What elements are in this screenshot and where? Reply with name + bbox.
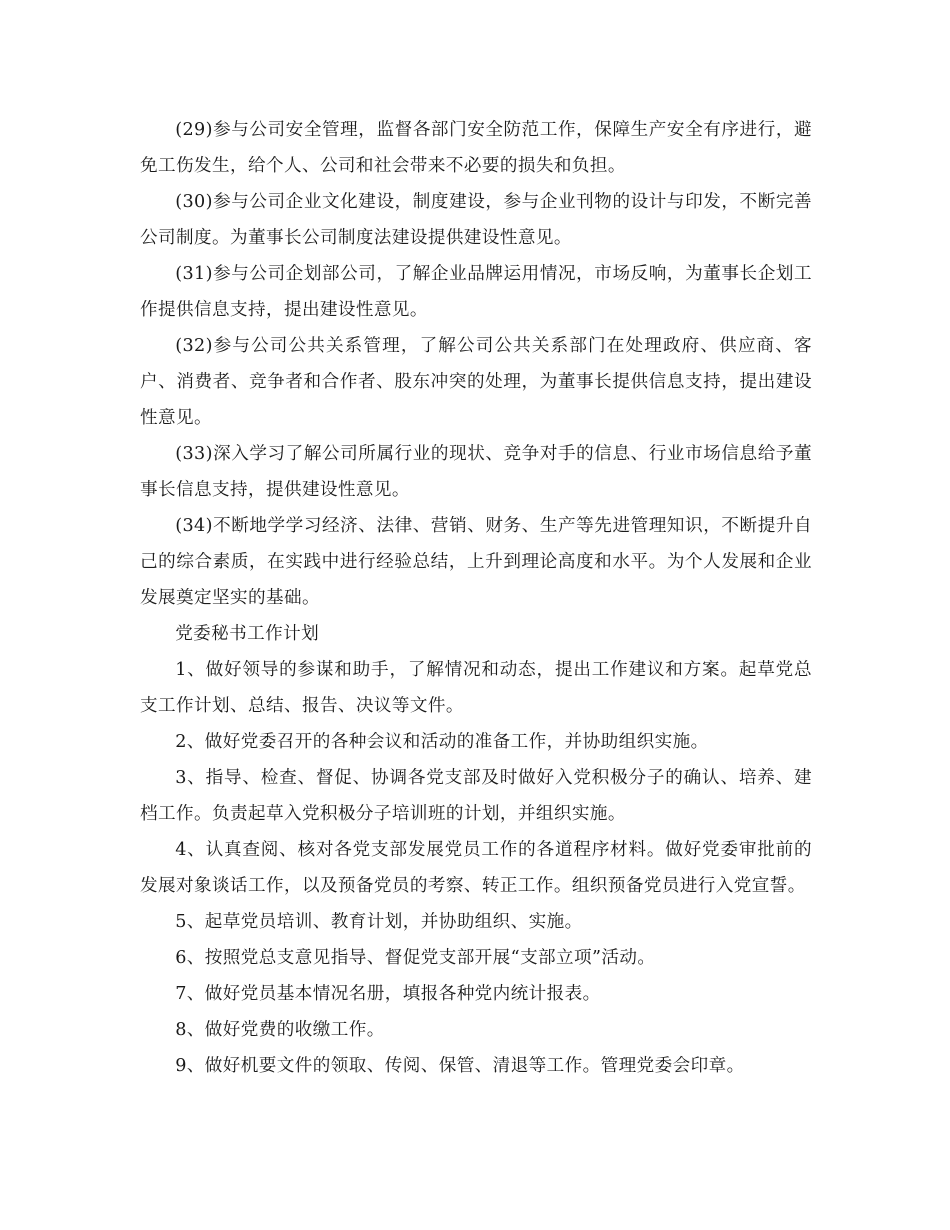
plan-item-7: 7、做好党员基本情况名册，填报各种党内统计报表。 xyxy=(175,984,601,1004)
paragraph-item-33: (33)深入学习了解公司所属行业的现状、竞争对手的信息、行业市场信息给予董事长信息支持，提供建设性意见。 xyxy=(140,444,812,500)
plan-item-1: 1、做好领导的参谋和助手，了解情况和动态，提出工作建议和方案。起草党总支工作计划、总结、报告、决议等文件。 xyxy=(140,660,812,716)
paragraph-item-30: (30)参与公司企业文化建设，制度建设，参与企业刊物的设计与印发，不断完善公司制度。为董事长公司制度法建设提供建设性意见。 xyxy=(140,192,812,248)
section-heading: 党委秘书工作计划 xyxy=(175,624,320,644)
plan-item-2: 2、做好党委召开的各种会议和活动的准备工作，并协助组织实施。 xyxy=(175,732,709,752)
plan-item-4: 4、认真查阅、核对各党支部发展党员工作的各道程序材料。做好党委审批前的发展对象谈话工作，以及预备党员的考察、转正工作。组织预备党员进行入党宣誓。 xyxy=(140,840,812,896)
plan-item-8: 8、做好党费的收缴工作。 xyxy=(175,1020,385,1040)
plan-item-3: 3、指导、检查、督促、协调各党支部及时做好入党积极分子的确认、培养、建档工作。负责起草入党积极分子培训班的计划，并组织实施。 xyxy=(140,768,812,824)
paragraph-item-29: (29)参与公司安全管理，监督各部门安全防范工作，保障生产安全有序进行，避免工伤发生，给个人、公司和社会带来不必要的损失和负担。 xyxy=(140,120,812,176)
paragraph-item-31: (31)参与公司企划部公司，了解企业品牌运用情况，市场反响，为董事长企划工作提供信息支持，提出建设性意见。 xyxy=(140,264,812,320)
paragraph-item-32: (32)参与公司公共关系管理，了解公司公共关系部门在处理政府、供应商、客户、消费者、竞争者和合作者、股东冲突的处理，为董事长提供信息支持，提出建设性意见。 xyxy=(140,336,812,428)
document-body xyxy=(140,112,812,1084)
plan-item-6: 6、按照党总支意见指导、督促党支部开展“支部立项”活动。 xyxy=(175,948,656,968)
plan-item-5: 5、起草党员培训、教育计划，并协助组织、实施。 xyxy=(175,912,583,932)
plan-item-9: 9、做好机要文件的领取、传阅、保管、清退等工作。管理党委会印章。 xyxy=(175,1056,745,1076)
paragraph-item-34: (34)不断地学学习经济、法律、营销、财务、生产等先进管理知识，不断提升自己的综合素质，在实践中进行经验总结，上升到理论高度和水平。为个人发展和企业发展奠定坚实的基础。 xyxy=(140,516,812,608)
